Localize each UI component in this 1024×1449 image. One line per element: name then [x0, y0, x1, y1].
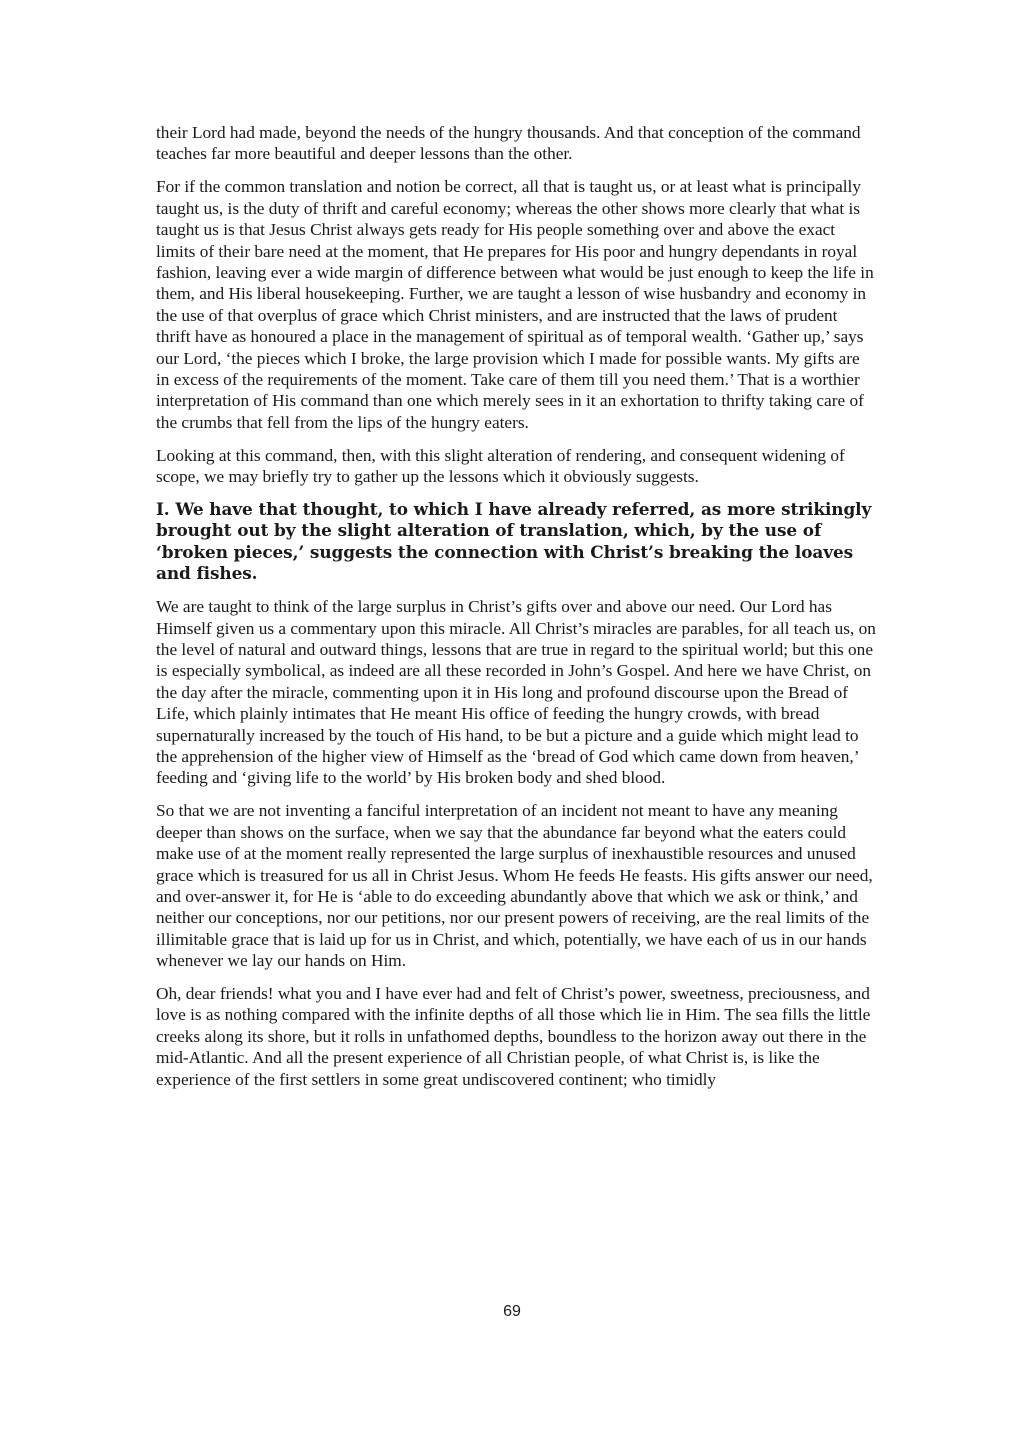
- paragraph-6: So that we are not inventing a fanciful interpretation of an incident not meant to have any meaning deeper than shows on the surface, when we say that the abundance far beyond what the eaters could make use of at the moment really represented the large surplus of inexhaustible resources and unused grace which is treasured for us all in Christ Jesus. Whom He feeds He feasts. His gifts answer our need, and over-answer it, for He is ‘able to do exceeding abundantly above that which we ask or think,’ and neither our conceptions, nor our petitions, nor our present powers of receiving, are the real limits of the illimitable grace that is laid up for us in Christ, and which, potentially, we have each of us in our hands whenever we lay our hands on Him.: [156, 801, 873, 971]
- paragraph-3: Looking at this command, then, with this slight alteration of rendering, and consequent widening of scope, we may briefly try to gather up the lessons which it obviously suggests.: [156, 445, 845, 487]
- page-body: [156, 122, 876, 1102]
- paragraph-2: For if the common translation and notion be correct, all that is taught us, or at least what is principally taught us, is the duty of thrift and careful economy; whereas the other shows more clearly that what is taught us is that Jesus Christ always gets ready for His people something over and above the exact limits of their bare need at the moment, that He prepares for His poor and hungry dependants in royal fashion, leaving ever a wide margin of difference between what would be just enough to keep the life in them, and His liberal housekeeping. Further, we are taught a lesson of wise husbandry and economy in the use of that overplus of grace which Christ ministers, and are instructed that the laws of prudent thrift have as honoured a place in the management of spiritual as of temporal wealth. ‘Gather up,’ says our Lord, ‘the pieces which I broke, the large provision which I made for possible wants. My gifts are in excess of the requirements of the moment. Take care of them till you need them.’ That is a worthier interpretation of His command than one which merely sees in it an exhortation to thrifty taking care of the crumbs that fell from the lips of the hungry eaters.: [156, 177, 874, 432]
- paragraph-1: their Lord had made, beyond the needs of the hungry thousands. And that conception of the command teaches far more beautiful and deeper lessons than the other.: [156, 123, 861, 164]
- section-heading: I. We have that thought, to which I have already referred, as more strikingly brought out by the slight alteration of translation, which, by the use of ‘broken pieces,’ suggests the connection with Christ’s breaking the loaves and fishes.: [156, 499, 872, 584]
- paragraph-5: We are taught to think of the large surplus in Christ’s gifts over and above our need. Our Lord has Himself given us a commentary upon this miracle. All Christ’s miracles are parables, for all teach us, on the level of natural and outward things, lessons that are true in regard to the spiritual world; but this one is especially symbolical, as indeed are all these recorded in John’s Gospel. And here we have Christ, on the day after the miracle, commenting upon it in His long and profound discourse upon the Bread of Life, which plainly intimates that He meant His office of feeding the hungry crowds, with bread supernaturally increased by the touch of His hand, to be but a picture and a guide which might lead to the apprehension of the higher view of Himself as the ‘bread of God which came down from heaven,’ feeding and ‘giving life to the world’ by His broken body and shed blood.: [156, 597, 876, 788]
- page-number: 69: [503, 1303, 521, 1320]
- paragraph-7: Oh, dear friends! what you and I have ever had and felt of Christ’s power, sweetness, preciousness, and love is as nothing compared with the infinite depths of all those which lie in Him. The sea fills the little creeks along its shore, but it rolls in unfathomed depths, boundless to the horizon away out there in the mid-Atlantic. And all the present experience of all Christian people, of what Christ is, is like the experience of the first settlers in some great undiscovered continent; who timidly: [156, 984, 871, 1089]
